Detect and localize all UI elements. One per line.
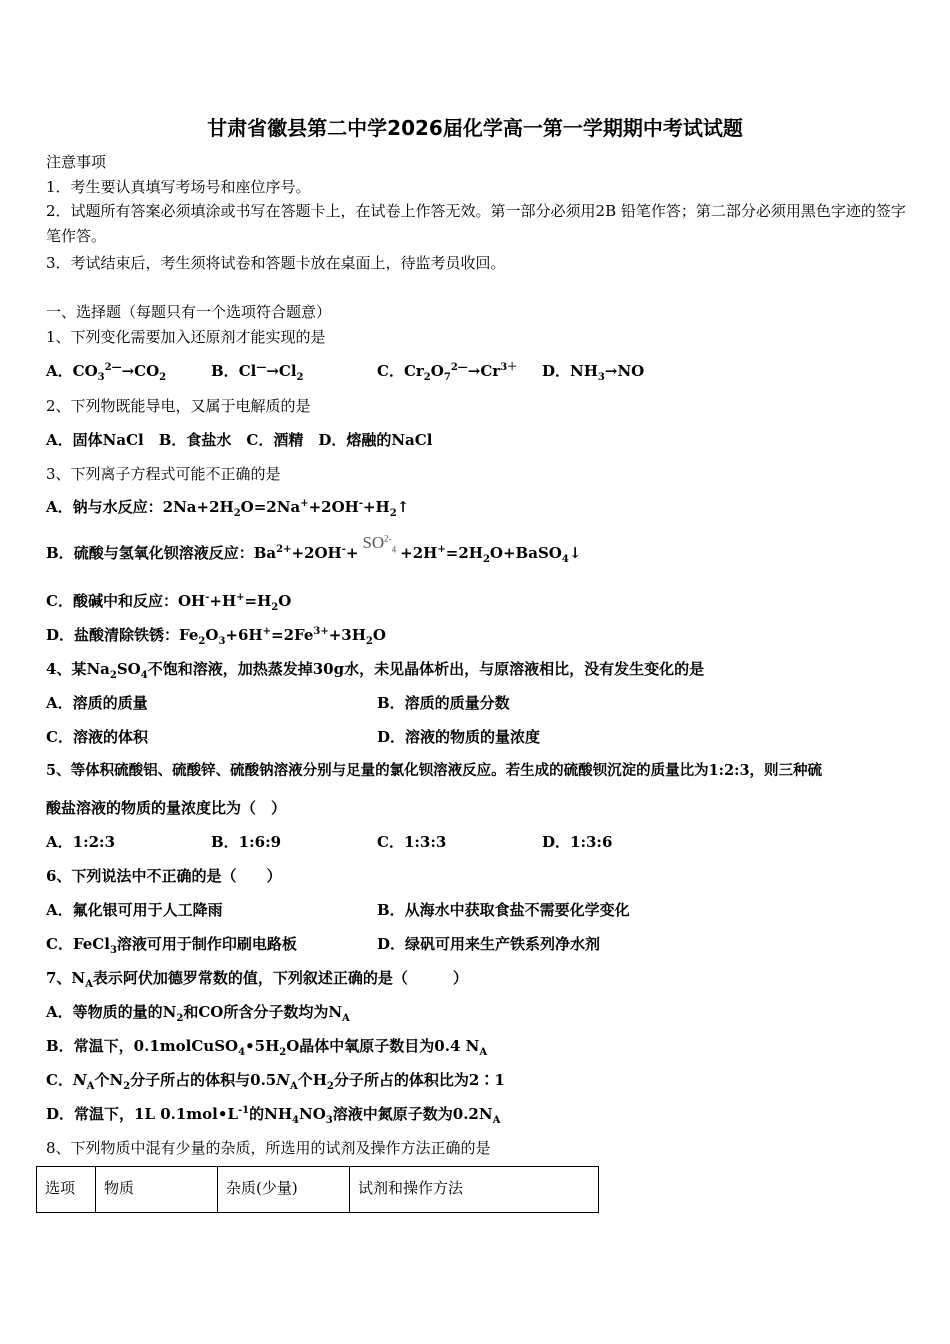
q5-stem-line1: 5、等体积硫酸铝、硫酸锌、硫酸钠溶液分别与足量的氯化钡溶液反应。若生成的硫酸钡沉淀的质量比为1:2:3，则三种硫 bbox=[46, 762, 823, 779]
q7-option-a: A．等物质的量的$N_2$和CO所含分子数均为$N_A$ bbox=[46, 1003, 350, 1024]
notes-heading: 注意事项 bbox=[46, 153, 107, 171]
q7-option-c: C．$N_A$个$N_2$分子所占的体积与$0.5N_A$个$H_2$分子所占的体积比为2∶1 bbox=[46, 1071, 505, 1092]
q1-stem: 1、下列变化需要加入还原剂才能实现的是 bbox=[46, 328, 326, 346]
q5-stem-line2: 酸盐溶液的物质的量浓度比为（ ） bbox=[46, 799, 287, 817]
q3-option-a: A．钠与水反应：$2Na+2H_2O=2Na^++2OH^-+H_2↑$ bbox=[46, 498, 410, 519]
q3-stem: 3、下列离子方程式可能不正确的是 bbox=[46, 465, 281, 483]
q1-option-a: A．$CO_3^{2—}\to CO_2$ bbox=[46, 362, 167, 383]
q4-stem: 4、某$Na_2SO_4$不饱和溶液，加热蒸发掉30g水，未见晶体析出，与原溶液相比，没有发生变化的是 bbox=[46, 660, 705, 681]
q4-option-a: A．溶质的质量 bbox=[46, 694, 148, 712]
notes-item-1: 1．考生要认真填写考场号和座位序号。 bbox=[46, 178, 311, 196]
q6-option-a: A．氟化银可用于人工降雨 bbox=[46, 901, 223, 919]
q3-option-c: C．酸碱中和反应：$OH^-+H^+=H_2O$ bbox=[46, 592, 292, 613]
table-header-cell: 杂质(少量) bbox=[218, 1167, 350, 1213]
q6-option-c: C．FeCl$_3$溶液可用于制作印刷电路板 bbox=[46, 935, 297, 956]
notes-item-3: 3．考试结束后，考生须将试卷和答题卡放在桌面上，待监考员收回。 bbox=[46, 254, 506, 272]
q4-option-b: B．溶质的质量分数 bbox=[377, 694, 510, 712]
table-header-cell: 试剂和操作方法 bbox=[350, 1167, 599, 1213]
q7-stem: 7、$N_A$表示阿伏加德罗常数的值，下列叙述正确的是（ ） bbox=[46, 969, 468, 990]
exam-title: 甘肃省徽县第二中学2026届化学高一第一学期期中考试试题 bbox=[207, 116, 743, 140]
table-header-row bbox=[37, 1167, 599, 1213]
q6-stem: 6、下列说法中不正确的是（ ） bbox=[46, 867, 282, 885]
q5-option-b: B．1:6:9 bbox=[211, 833, 282, 851]
q3-option-d: D．盐酸清除铁锈：$Fe_2O_3+6H^+=2Fe^{3+}+3H_2O$ bbox=[46, 626, 386, 647]
q2-stem: 2、下列物既能导电，又属于电解质的是 bbox=[46, 397, 311, 415]
q6-option-b: B．从海水中获取食盐不需要化学变化 bbox=[377, 901, 630, 919]
sulfate-ion: $SO^{2-}_4$ bbox=[362, 533, 397, 555]
q8-stem: 8、下列物质中混有少量的杂质，所选用的试剂及操作方法正确的是 bbox=[46, 1139, 491, 1157]
q3-option-b: B．硫酸与氢氧化钡溶液反应：$Ba^{2+}+2OH^-+SO^{2-}_4$ $+2H^+=2H_2O+BaSO_4↓$ bbox=[46, 533, 582, 565]
q5-option-d: D．1:3:6 bbox=[542, 833, 613, 851]
q5-option-a: A．1:2:3 bbox=[46, 833, 116, 851]
q4-option-d: D．溶液的物质的量浓度 bbox=[377, 728, 541, 746]
q1-option-d: D．$NH_3\to NO$ bbox=[542, 362, 645, 383]
q7-option-d: D．常温下，1L $0.1mol•L^{-1}$的$NH_4NO_3$溶液中氮原子数为$0.2N_A$ bbox=[46, 1105, 501, 1126]
q1-option-b: B．$Cl^—\to Cl_2$ bbox=[211, 362, 304, 383]
table-header-cell: 物质 bbox=[96, 1167, 218, 1213]
q8-table bbox=[36, 1166, 599, 1213]
q5-option-c: C．1:3:3 bbox=[377, 833, 447, 851]
q6-option-d: D．绿矾可用来生产铁系列净水剂 bbox=[377, 935, 601, 953]
q4-option-c: C．溶液的体积 bbox=[46, 728, 148, 746]
q1-option-c: C．$Cr_2O_7^{2—}\to Cr^{3+}$ bbox=[377, 362, 518, 383]
q2-options: A．固体NaCl B．食盐水 C．酒精 D．熔融的NaCl bbox=[46, 431, 433, 449]
notes-item-2: 2．试题所有答案必须填涂或书写在答题卡上，在试卷上作答无效。第一部分必须用2B 铅笔作答；第二部分必须用黑色字迹的签字笔作答。 bbox=[46, 202, 906, 245]
q7-option-b: B．常温下，$0.1molCuSO_4•5H_2O$晶体中氧原子数目为0.4 $N_A$ bbox=[46, 1037, 488, 1058]
table-header-cell: 选项 bbox=[37, 1167, 96, 1213]
section-heading: 一、选择题（每题只有一个选项符合题意） bbox=[46, 303, 332, 321]
